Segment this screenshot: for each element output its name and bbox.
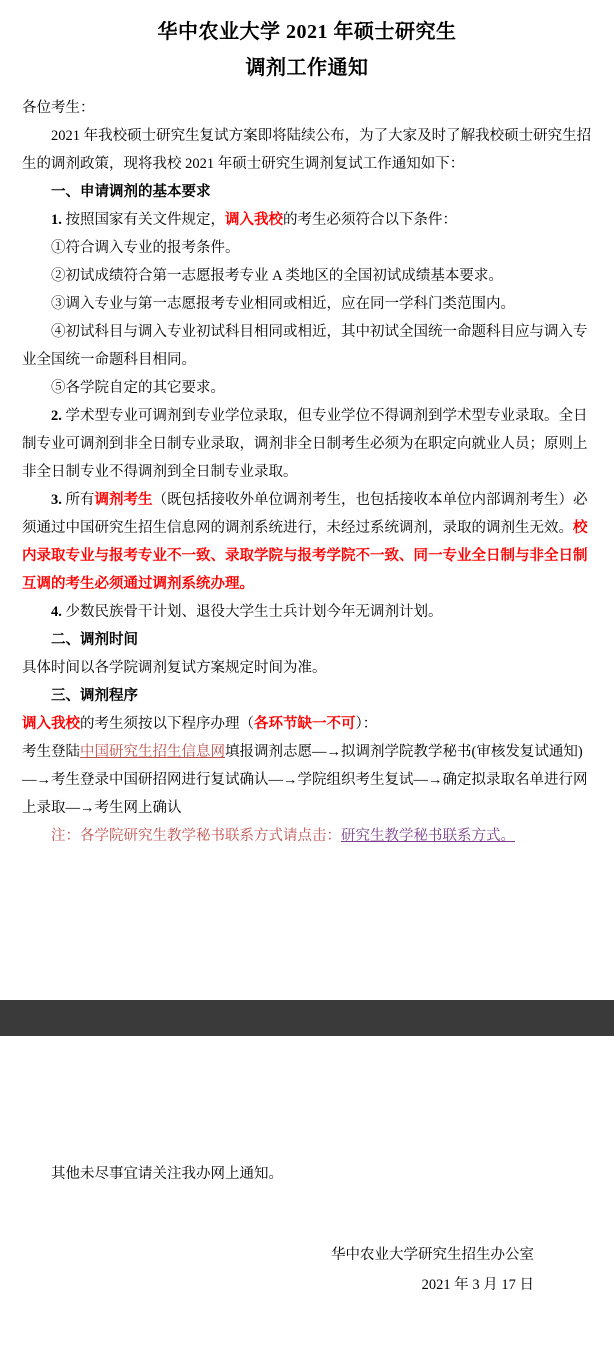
item-3-text-a: 所有 (65, 492, 95, 508)
closing-text: 其他未尽事宜请关注我办网上通知。 (51, 1166, 283, 1182)
signature-block (22, 1240, 592, 1300)
item-1-highlight: 调入我校 (225, 212, 283, 228)
condition-3: ③调入专业与第一志愿报考专业相同或相近，应在同一学科门类范围内。 (51, 296, 515, 312)
note-prefix: 注：各学院研究生教学秘书联系方式请点击： (51, 828, 341, 844)
signature-date: 2021 年 3 月 17 日 (421, 1277, 534, 1293)
section-2-text: 具体时间以各学院调剂复试方案规定时间为准。 (22, 660, 327, 676)
item-3-highlight: 调剂考生 (94, 492, 153, 508)
flow-text: 填报调剂志愿—→拟调剂学院教学秘书(审核发复试通知)—→考生登录中国研招网进行复试确认—→学院组织考生复试—→确定拟录取名单进行网上录取—→考生网上确认 (22, 744, 588, 816)
flow-prefix: 考生登陆 (22, 744, 80, 760)
section-2-heading: 二、调剂时间 (51, 632, 138, 648)
section-1-item-4 (22, 598, 592, 626)
item-1-text-after: 的考生必须符合以下条件： (283, 212, 457, 228)
secretary-contact-link[interactable]: 研究生教学秘书联系方式。 (341, 828, 515, 844)
item-2-text: 学术型专业可调剂到专业学位录取，但专业学位不得调剂到学术型专业录取。全日制专业可调剂到非全日制专业录取，调剂非全日制考生必须为在职定向就业人员；原则上非全日制专业不得调剂到全日制专业录取。 (22, 408, 588, 480)
item-1-number: 1. (51, 212, 62, 228)
lead-highlight: 调入我校 (22, 716, 80, 732)
item-4-text: 少数民族骨干计划、退役大学生士兵计划今年无调剂计划。 (65, 604, 443, 620)
item-4-number: 4. (51, 604, 62, 620)
closing-section (22, 1160, 592, 1188)
item-1-text-before: 按照国家有关文件规定， (65, 212, 225, 228)
condition-2: ②初试成绩符合第一志愿报考专业 A 类地区的全国初试成绩基本要求。 (51, 268, 503, 284)
item-3-warning: 校内录取专业与报考专业不一致、录取学院与报考学院不一致、同一专业全日制与非全日制互调的考生必须通过调剂系统办理。 (22, 520, 588, 592)
page-divider (0, 1000, 614, 1036)
condition-1: ①符合调入专业的报考条件。 (51, 240, 240, 256)
section-1-item-1 (22, 206, 592, 234)
item-3-text-b: （既包括接收外单位调剂考生，也包括接收本单位内部调剂考生）必须通过中国研究生招生信息网的调剂系统进行，未经过系统调剂，录取的调剂生无效。 (22, 492, 588, 536)
lead-bold: 各环节缺一不可 (254, 716, 356, 732)
section-3-note (22, 822, 592, 850)
cqzsxxw-link[interactable]: 中国研究生招生信息网 (80, 744, 225, 760)
section-3-flow (22, 738, 592, 822)
title-line-2: 调剂工作通知 (245, 57, 369, 79)
section-1-heading: 一、申请调剂的基本要求 (51, 184, 211, 200)
signature-organization: 华中农业大学研究生招生办公室 (331, 1247, 534, 1263)
salutation: 各位考生： (22, 100, 95, 116)
condition-4: ④初试科目与调入专业初试科目相同或相近，其中初试全国统一命题科目应与调入专业全国统一命题科目相同。 (22, 324, 588, 368)
lead-tail: ）： (355, 716, 378, 732)
document-title (22, 14, 592, 86)
lead-text: 的考生须按以下程序办理（ (80, 716, 254, 732)
item-3-number: 3. (51, 492, 62, 508)
section-1-item-3 (22, 486, 592, 598)
title-line-1: 华中农业大学 2021 年硕士研究生 (157, 21, 457, 43)
intro-paragraph: 2021 年我校硕士研究生复试方案即将陆续公布，为了大家及时了解我校硕士研究生招生的调剂政策，现将我校 2021 年硕士研究生调剂复试工作通知如下： (22, 128, 592, 172)
document-body (22, 94, 592, 850)
section-3-heading: 三、调剂程序 (51, 688, 138, 704)
section-1-item-2 (22, 402, 592, 486)
condition-5: ⑤各学院自定的其它要求。 (51, 380, 225, 396)
item-2-number: 2. (51, 408, 62, 424)
section-3-lead (22, 710, 592, 738)
